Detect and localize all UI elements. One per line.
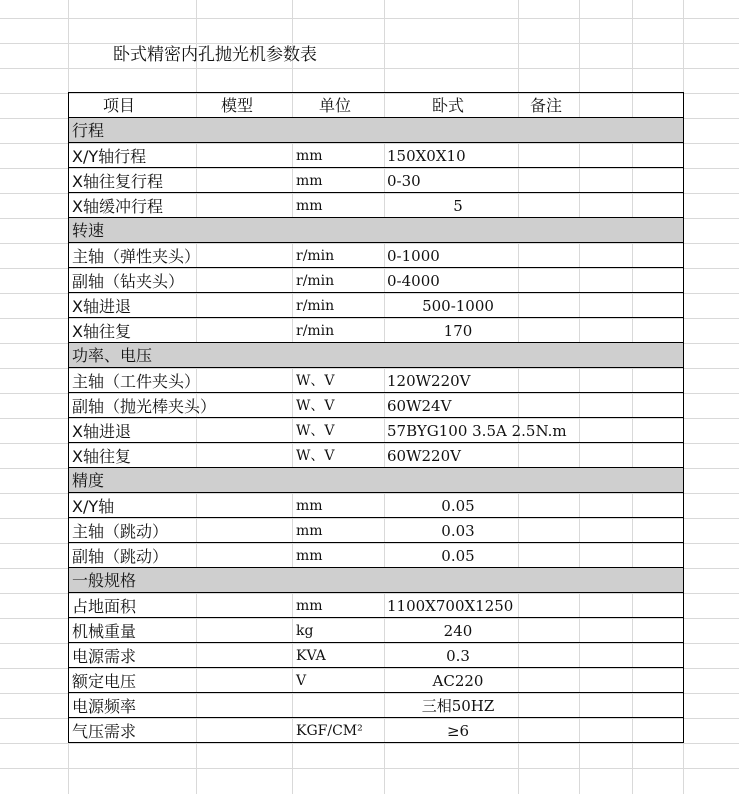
- border-line: [68, 117, 683, 118]
- unit-cell[interactable]: r/min: [296, 298, 335, 314]
- border-line: [68, 267, 683, 268]
- border-line: [683, 92, 684, 743]
- table-row: [68, 443, 683, 468]
- value-cell[interactable]: 0.05: [441, 497, 475, 515]
- value-cell[interactable]: 60W24V: [387, 397, 452, 415]
- unit-cell[interactable]: mm: [296, 548, 323, 564]
- column-header-remarks[interactable]: 备注: [530, 96, 563, 115]
- table-row: [68, 668, 683, 693]
- gridline: [0, 43, 739, 44]
- gridline: [0, 68, 739, 69]
- unit-cell[interactable]: r/min: [296, 323, 335, 339]
- value-cell[interactable]: 60W220V: [387, 447, 461, 465]
- border-line: [68, 92, 69, 743]
- item-cell[interactable]: 主轴（弹性夹头）: [72, 247, 201, 266]
- value-cell[interactable]: 5: [453, 197, 463, 215]
- value-cell[interactable]: 0-4000: [387, 272, 440, 290]
- item-cell[interactable]: 主轴（工件夹头）: [72, 372, 201, 391]
- table-row: [68, 168, 683, 193]
- border-line: [68, 342, 683, 343]
- section-row: [68, 118, 683, 143]
- item-cell[interactable]: X轴往复: [72, 322, 131, 341]
- item-cell[interactable]: X轴进退: [72, 297, 131, 316]
- column-header-unit[interactable]: 单位: [319, 96, 352, 115]
- item-cell[interactable]: X轴往复行程: [72, 172, 163, 191]
- border-line: [68, 717, 683, 718]
- unit-cell[interactable]: KVA: [296, 648, 326, 664]
- item-cell[interactable]: 副轴（跳动）: [72, 547, 169, 566]
- border-line: [68, 517, 683, 518]
- item-cell[interactable]: 副轴（抛光棒夹头）: [72, 397, 217, 416]
- unit-cell[interactable]: r/min: [296, 248, 335, 264]
- border-line: [68, 617, 683, 618]
- border-line: [68, 292, 683, 293]
- section-label[interactable]: 行程: [72, 121, 105, 140]
- item-cell[interactable]: 气压需求: [72, 722, 137, 741]
- value-cell[interactable]: 57BYG100 3.5A 2.5N.m: [387, 422, 567, 440]
- item-cell[interactable]: 额定电压: [72, 672, 137, 691]
- section-label[interactable]: 功率、电压: [72, 346, 153, 365]
- unit-cell[interactable]: W、V: [296, 373, 335, 389]
- border-line: [68, 192, 683, 193]
- border-line: [68, 492, 683, 493]
- value-cell[interactable]: 三相50HZ: [421, 697, 495, 715]
- item-cell[interactable]: X/Y轴: [72, 497, 115, 516]
- gridline: [0, 18, 739, 19]
- border-line: [68, 417, 683, 418]
- value-cell[interactable]: 240: [443, 622, 473, 640]
- section-label[interactable]: 转速: [72, 221, 105, 240]
- value-cell[interactable]: AC220: [432, 672, 484, 690]
- table-row: [68, 493, 683, 518]
- table-row: [68, 693, 683, 718]
- table-row: [68, 293, 683, 318]
- table-row: [68, 243, 683, 268]
- unit-cell[interactable]: W、V: [296, 398, 335, 414]
- table-row: [68, 368, 683, 393]
- value-cell[interactable]: 1100X700X1250: [387, 597, 514, 615]
- item-cell[interactable]: 占地面积: [72, 597, 137, 616]
- table-row: [68, 268, 683, 293]
- table-row: [68, 518, 683, 543]
- border-line: [68, 542, 683, 543]
- table-row: [68, 143, 683, 168]
- table-row: [68, 393, 683, 418]
- value-cell[interactable]: 170: [443, 322, 473, 340]
- border-line: [68, 592, 683, 593]
- column-header-item[interactable]: 项目: [103, 96, 136, 115]
- table-row: [68, 193, 683, 218]
- item-cell[interactable]: X轴缓冲行程: [72, 197, 163, 216]
- border-line: [68, 692, 683, 693]
- border-line: [68, 442, 683, 443]
- unit-cell[interactable]: r/min: [296, 273, 335, 289]
- value-cell[interactable]: 500-1000: [422, 297, 494, 315]
- table-row: [68, 643, 683, 668]
- border-line: [68, 242, 683, 243]
- section-row: [68, 568, 683, 593]
- border-line: [68, 467, 683, 468]
- value-cell[interactable]: 0-1000: [387, 247, 440, 265]
- border-line: [68, 567, 683, 568]
- item-cell[interactable]: 电源需求: [72, 647, 137, 666]
- unit-cell[interactable]: V: [296, 673, 307, 689]
- border-line: [68, 367, 683, 368]
- section-row: [68, 218, 683, 243]
- item-cell[interactable]: X轴进退: [72, 422, 131, 441]
- item-cell[interactable]: 副轴（钻夹头）: [72, 272, 185, 291]
- value-cell[interactable]: 0.03: [441, 522, 475, 540]
- unit-cell[interactable]: mm: [296, 498, 323, 514]
- value-cell[interactable]: 150X0X10: [387, 147, 466, 165]
- column-header-horizontal[interactable]: 卧式: [432, 96, 465, 115]
- table-row: [68, 318, 683, 343]
- border-line: [68, 317, 683, 318]
- table-row: [68, 718, 683, 743]
- border-line: [68, 142, 683, 143]
- table-row: [68, 543, 683, 568]
- unit-cell[interactable]: KGF/CM²: [296, 723, 363, 739]
- table-row: [68, 593, 683, 618]
- section-row: [68, 343, 683, 368]
- value-cell[interactable]: 0.3: [446, 647, 470, 665]
- border-line: [68, 742, 683, 743]
- item-cell[interactable]: X/Y轴行程: [72, 147, 147, 166]
- value-cell[interactable]: ≥6: [446, 722, 470, 740]
- border-line: [68, 92, 683, 93]
- section-label[interactable]: 精度: [72, 471, 105, 490]
- border-line: [68, 217, 683, 218]
- border-line: [68, 667, 683, 668]
- unit-cell[interactable]: W、V: [296, 448, 335, 464]
- unit-cell[interactable]: kg: [296, 623, 314, 639]
- value-cell[interactable]: 120W220V: [387, 372, 471, 390]
- item-cell[interactable]: 机械重量: [72, 622, 137, 641]
- unit-cell[interactable]: W、V: [296, 423, 335, 439]
- value-cell[interactable]: 0.05: [441, 547, 475, 565]
- unit-cell[interactable]: mm: [296, 523, 323, 539]
- border-line: [68, 167, 683, 168]
- unit-cell[interactable]: mm: [296, 198, 323, 214]
- column-header-model[interactable]: 模型: [221, 96, 254, 115]
- table-row: [68, 618, 683, 643]
- gridline: [0, 743, 739, 744]
- unit-cell[interactable]: mm: [296, 173, 323, 189]
- section-row: [68, 468, 683, 493]
- item-cell[interactable]: 主轴（跳动）: [72, 522, 169, 541]
- table-row: [68, 418, 683, 443]
- border-line: [68, 642, 683, 643]
- section-label[interactable]: 一般规格: [72, 571, 137, 590]
- item-cell[interactable]: 电源频率: [72, 697, 137, 716]
- value-cell[interactable]: 0-30: [387, 172, 421, 190]
- unit-cell[interactable]: mm: [296, 148, 323, 164]
- unit-cell[interactable]: mm: [296, 598, 323, 614]
- border-line: [68, 392, 683, 393]
- item-cell[interactable]: X轴往复: [72, 447, 131, 466]
- sheet-title[interactable]: 卧式精密内孔抛光机参数表: [113, 45, 317, 65]
- gridline: [0, 768, 739, 769]
